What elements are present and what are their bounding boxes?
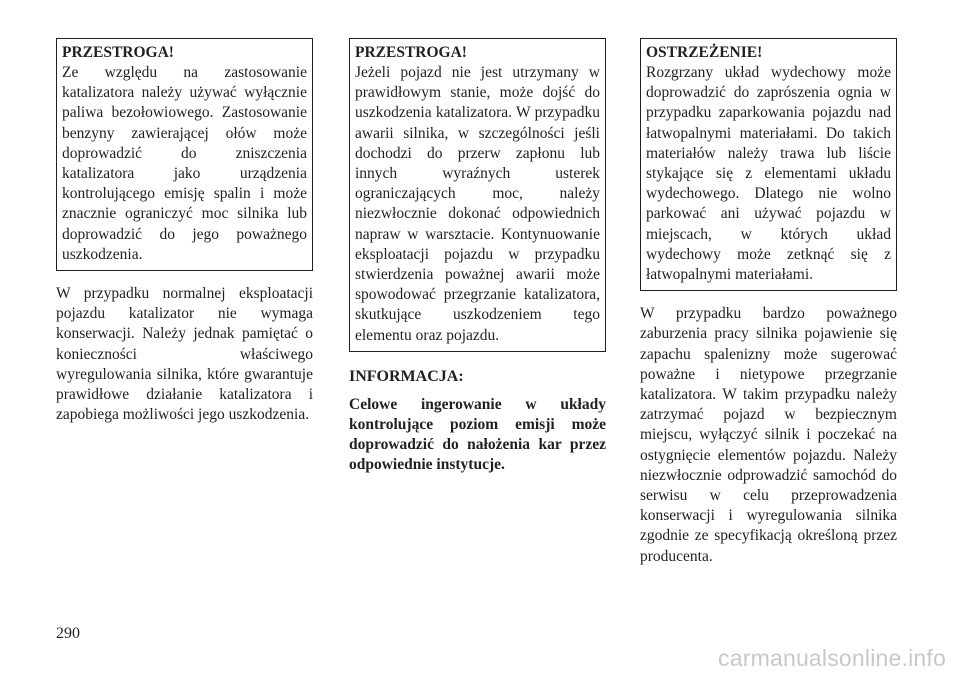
warning-title: OSTRZEŻENIE! [646,44,763,61]
page-number: 290 [56,625,80,642]
body-paragraph: W przypadku bardzo poważnego zaburzenia pracy silnika pojawienie się zapachu spalenizny może sugerować poważne i nietypowe przegrzanie katalizatora. W takim przypadku należy zatrzymać pojazd w bezpiecznym miejscu, wyłączyć silnik i poczekać na ostygnięcie elementów pojazdu. Należy niezwłocznie odprowadzić samochód do serwisu w celu przeprowadzenia konserwacji i wyregulowania silnika zgodnie ze specyfikacją określoną przez producenta. [640,305,897,565]
caution-box [349,38,606,352]
caution-text: Ze względu na zastosowanie katalizatora należy używać wyłącznie paliwa bezołowiowego. Zastosowanie benzyny zawierającej ołów może doprowadzić do zniszczenia katalizatora jako urządzenia kontrolującego emisję spalin i może znacznie ograniczyć moc silnika lub doprowadzić do jego poważnego uszkodzenia. [62,64,307,263]
caution-title: PRZESTROGA! [355,44,467,61]
caution-box [56,38,313,271]
column-3 [640,38,897,567]
info-text: Celowe ingerowanie w układy kontrolujące poziom emisji może doprowadzić do nałożenia kar przez odpowiednie instytucje. [349,395,606,474]
warning-text: Rozgrzany układ wydechowy może doprowadzić do zaprószenia ognia w przypadku zaparkowania pojazdu nad łatwopalnymi materiałami. Do takich materiałów należy trawa lub liście stykające się z elementami układu wydechowego. Dlatego nie wolno parkować ani używać pojazdu w miejscach, w których układ wydechowy może zetknąć się z łatwopalnymi materiałami. [646,64,891,284]
column-1 [56,38,313,425]
body-paragraph: W przypadku normalnej eksploatacji pojazdu katalizator nie wymaga konserwacji. Należy jednak pamiętać o konieczności właściwego wyregulowania silnika, które gwarantuje prawidłowe działanie katalizatora i zapobiega możliwości jego uszkodzenia. [56,285,313,424]
warning-box [640,38,897,291]
watermark: carmanualsonline.info [718,645,946,671]
column-2 [349,38,606,476]
caution-title: PRZESTROGA! [62,44,174,61]
info-heading: INFORMACJA: [349,367,464,385]
caution-text: Jeżeli pojazd nie jest utrzymany w prawidłowym stanie, może dojść do uszkodzenia katalizatora. W przypadku awarii silnika, w szczególności jeśli dochodzi do przerw zapłonu lub innych wyraźnych usterek ograniczających moc, należy niezwłocznie dokonać odpowiednich napraw w warsztacie. Kontynuowanie eksploatacji pojazdu w przypadku stwierdzenia poważnej awarii może spowodować przegrzanie katalizatora, skutkujące uszkodzeniem tego elementu oraz pojazdu. [355,64,600,344]
